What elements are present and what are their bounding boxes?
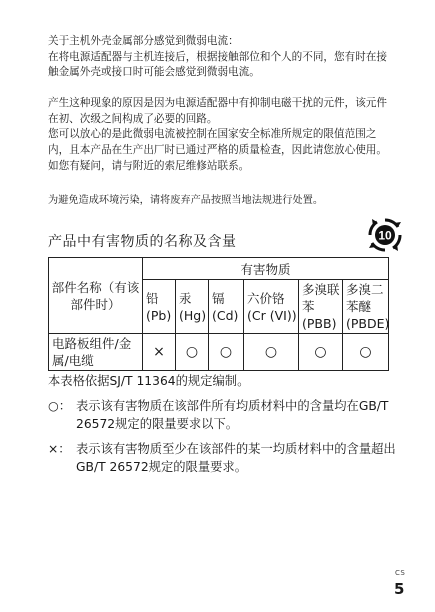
substance-header-lead: 铅 (Pb) [143,280,176,334]
legend-circle [48,398,398,433]
table-row [49,334,389,371]
substance-header-pbde: 多溴二苯醚 (PBDE) [343,280,389,334]
substance-header-pbb: 多溴联苯 (PBB) [299,280,343,334]
cause-paragraph [48,96,388,175]
logo-number: 10 [378,228,392,243]
substance-header-chromium: 六价铬 (Cr (VI)) [244,280,299,334]
mark-pbb: ○ [299,334,343,371]
hazardous-substance-table [48,257,389,371]
table-basis-note: 本表格依据SJ/T 11364的规定编制。 [48,374,250,388]
intro-title: 关于主机外壳金属部分感觉到微弱电流： [48,35,239,47]
language-code: CS [395,569,406,577]
legend-cross-symbol: ×： [48,442,71,456]
cause-line-3: 如您有疑问，请与附近的索尼维修站联系。 [48,159,250,172]
part-name-header-text: 部件名称（有该部件时） [51,279,140,312]
hazardous-substance-header: 有害物质 [143,258,389,280]
legend-cross [48,441,398,476]
substance-header-mercury: 汞 (Hg) [176,280,209,334]
environment-note: 为避免造成环境污染，请将废弃产品按照当地法规进行处置。 [48,195,324,206]
page-number: 5 [394,580,405,598]
cause-line-1: 产生这种现象的原因是因为电源适配器中有抑制电磁干扰的元件，该元件在初、次级之间构成了必要的回路。 [48,97,387,125]
mark-mercury: ○ [176,334,209,371]
cause-line-2: 您可以放心的是此微弱电流被控制在国家安全标准所规定的限值范围之内，且本产品在生产出厂时已通过严格的质量检查，因此请您放心使用。 [48,128,387,157]
intro-body: 在将电源适配器与主机连接后，根据接触部位和个人的不同，您有时在接触金属外壳或接口时可能会感觉到微弱电流。 [48,50,387,79]
part-name-header [49,258,143,334]
efup-10-logo [367,217,403,253]
legend-cross-text: 表示该有害物质至少在该部件的某一均质材料中的含量超出GB/T 26572规定的限量要求。 [76,442,396,474]
legend-circle-symbol: ○： [48,399,72,413]
mark-cadmium: ○ [209,334,244,371]
intro-paragraph [48,34,388,81]
section-title: 产品中有害物质的名称及含量 [48,234,237,250]
mark-chromium: ○ [244,334,299,371]
row-part-name: 电路板组件/金属/电缆 [49,334,143,371]
mark-pbde: ○ [343,334,389,371]
mark-lead: × [143,334,176,371]
legend-circle-text: 表示该有害物质在该部件所有均质材料中的含量均在GB/T 26572规定的限量要求以下。 [76,399,389,431]
substance-header-cadmium: 镉 (Cd) [209,280,244,334]
